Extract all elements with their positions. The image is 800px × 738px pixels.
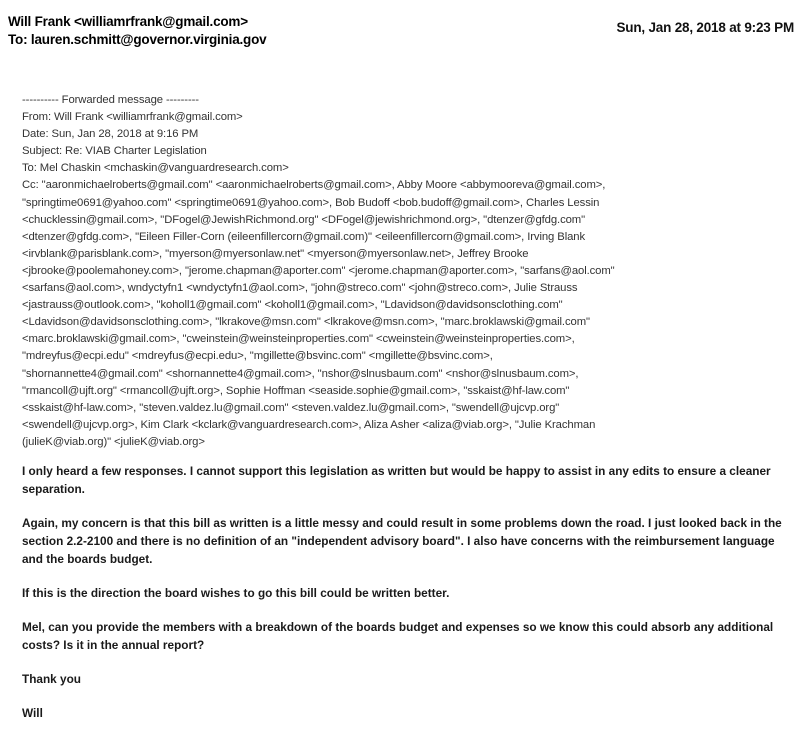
closing: Thank you (22, 672, 81, 686)
email-date: Sun, Jan 28, 2018 at 9:23 PM (616, 20, 794, 35)
cc-line: <jastrauss@outlook.com>, "koholl1@gmail.com" <koholl1@gmail.com>, "Ldavidson@davidsonsclothing.com" (22, 299, 563, 312)
forwarded-date: Date: Sun, Jan 28, 2018 at 9:16 PM (22, 128, 199, 141)
cc-line: <sarfans@aol.com>, wndyctyfn1 <wndyctyfn1@aol.com>, "john@streco.com" <john@streco.com>, Julie Strauss (22, 282, 578, 295)
forwarded-subject: Subject: Re: VIAB Charter Legislation (22, 145, 207, 158)
body-paragraph: I only heard a few responses. I cannot support this legislation as written but would be happy to assist in any edits to ensure a cleaner separation. (22, 464, 771, 496)
forwarded-message-header (22, 92, 615, 451)
signature: Will (22, 706, 43, 720)
cc-line: (julieK@viab.org)" <julieK@viab.org> (22, 435, 205, 448)
cc-line: <chucklessin@gmail.com>, "DFogel@JewishRichmond.org" <DFogel@jewishrichmond.org>, "dtenzer@gfdg.com" (22, 213, 586, 226)
cc-line: <jbrooke@poolemahoney.com>, "jerome.chapman@aporter.com" <jerome.chapman@aporter.com>, "sarfans@aol.com" (22, 264, 615, 277)
forwarded-from: From: Will Frank <williamrfrank@gmail.com> (22, 111, 243, 124)
body-paragraph: Again, my concern is that this bill as written is a little messy and could result in some problems down the road. I just looked back in the section 2.2-2100 and there is no definition of an "independent advisory board". I also have concerns with the reimbursement language and the boards budget. (22, 516, 782, 566)
cc-line: "shornannette4@gmail.com" <shornannette4@gmail.com>, "nshor@slnusbaum.com" <nshor@slnusbaum.com>, (22, 367, 579, 380)
cc-line: <marc.broklawski@gmail.com>, "cweinstein@weinsteinproperties.com" <cweinstein@weinsteinproperties.com>, (22, 333, 575, 346)
cc-line: Cc: "aaronmichaelroberts@gmail.com" <aaronmichaelroberts@gmail.com>, Abby Moore <abbymooreva@gmail.com>, (22, 179, 606, 192)
email-sender: Will Frank <williamrfrank@gmail.com> (8, 14, 248, 29)
cc-line: <irvblank@parisblank.com>, "myerson@myersonlaw.net" <myerson@myersonlaw.net>, Jeffrey Brooke (22, 247, 529, 260)
forwarded-separator: ---------- Forwarded message --------- (22, 94, 199, 106)
cc-line: "rmancoll@ujft.org" <rmancoll@ujft.org>, Sophie Hoffman <seaside.sophie@gmail.com>, "sskaist@hf-law.com" (22, 384, 570, 397)
cc-line: <Ldavidson@davidsonsclothing.com>, "lkrakove@msn.com" <lkrakove@msn.com>, "marc.broklawski@gmail.com" (22, 316, 590, 329)
cc-line: <dtenzer@gfdg.com>, "Eileen Filler-Corn (eileenfillercorn@gmail.com)" <eileenfillercorn@gmail.com>, Irving Blank (22, 230, 586, 243)
body-paragraph: If this is the direction the board wishes to go this bill could be written better. (22, 586, 450, 600)
cc-line: <sskaist@hf-law.com>, "steven.valdez.lu@gmail.com" <steven.valdez.lu@gmail.com>, "swendell@ujcvp.org" (22, 401, 560, 414)
body-paragraph: Mel, can you provide the members with a breakdown of the boards budget and expenses so we know this could absorb any additional costs? Is it in the annual report? (22, 620, 774, 652)
email-body (22, 462, 797, 738)
forwarded-cc-list (22, 177, 615, 451)
cc-line: "mdreyfus@ecpi.edu" <mdreyfus@ecpi.edu>, "mgillette@bsvinc.com" <mgillette@bsvinc.com>, (22, 350, 493, 363)
email-recipient: To: lauren.schmitt@governor.virginia.gov (8, 32, 267, 47)
forwarded-to: To: Mel Chaskin <mchaskin@vanguardresearch.com> (22, 162, 289, 175)
cc-line: "springtime0691@yahoo.com" <springtime0691@yahoo.com>, Bob Budoff <bob.budoff@gmail.com>, Charles Lessin (22, 196, 600, 209)
cc-line: <swendell@ujcvp.org>, Kim Clark <kclark@vanguardresearch.com>, Aliza Asher <aliza@viab.org>, "Julie Krachman (22, 418, 596, 431)
